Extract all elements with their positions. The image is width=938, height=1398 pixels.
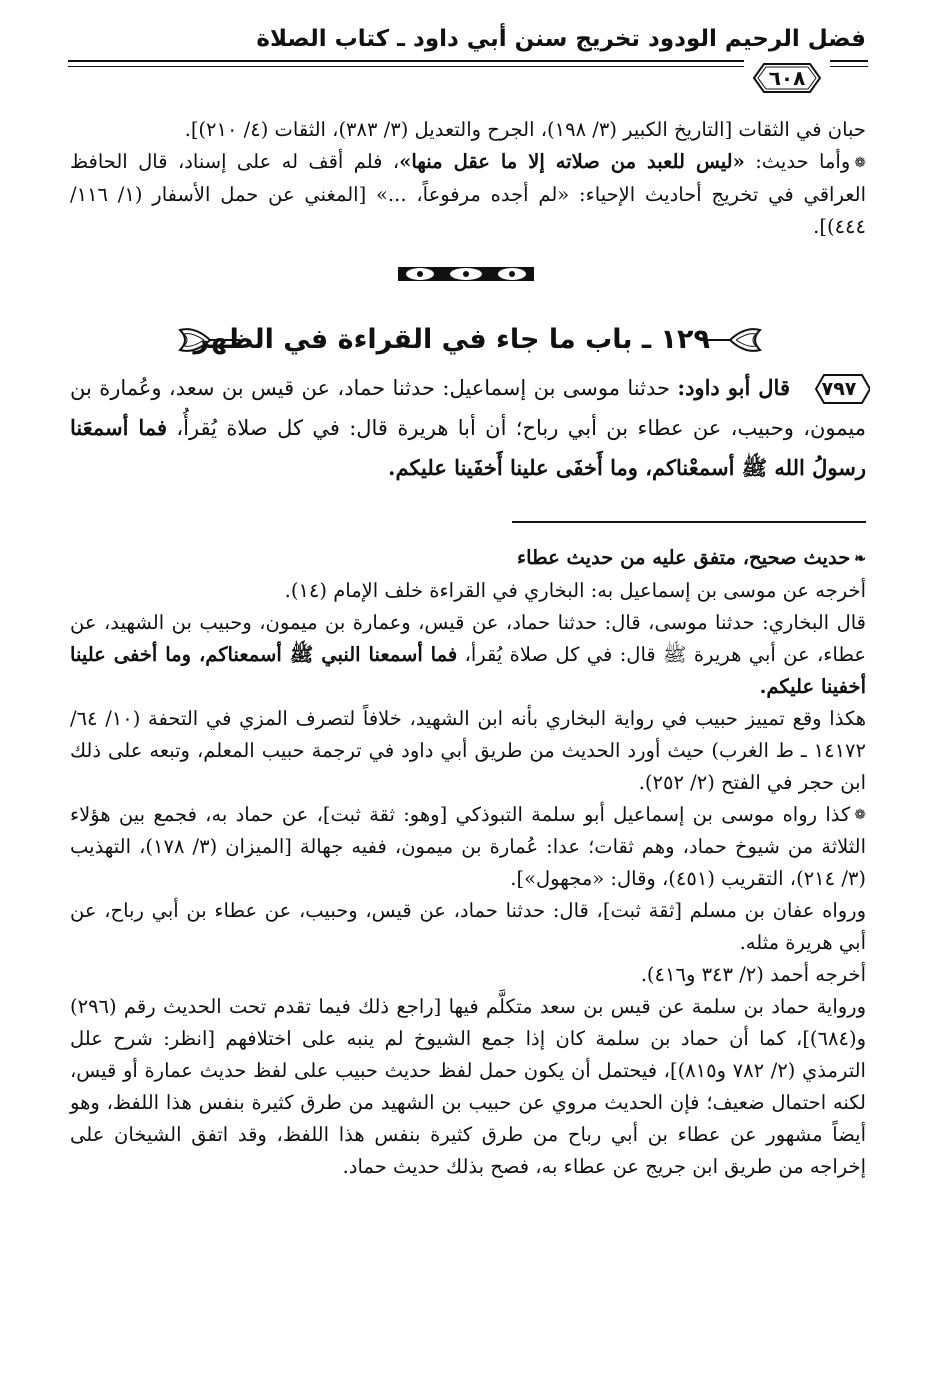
hadith-chain: حدثنا موسى بن إسماعيل: حدثنا حماد، عن قيس بن سعد، وعُمارة بن ميمون، وحبيب، عن عطاء بن أبي رباح؛ أن أبا هريرة قال: في كل صلاة يُقرأُ، — [70, 376, 866, 440]
tulip-bullet-icon: ❁ — [854, 154, 866, 171]
commentary-p4 — [70, 799, 866, 896]
note-line-1: حبان في الثقات [التاريخ الكبير (٣/ ١٩٨)، الجرح والتعديل (٣/ ٣٨٣)، الثقات (٤/ ٢١٠)]. — [184, 118, 866, 141]
ornament-right-icon — [700, 324, 770, 356]
note-text: قال الحافظ العراقي في تخريج أحاديث الإحياء: «لم أجده مرفوعاً، ...» [المغني عن حمل الأسفار (١/ ١١٦/ ٤٤٤)]. — [70, 150, 866, 238]
page-number-badge — [744, 61, 830, 95]
commentary-p4-text: كذا رواه موسى بن إسماعيل أبو سلمة التبوذكي [وهو: ثقة ثبت]، عن حماد به، فجمع بين هؤلاء الثلاثة من شيوخ حماد، وهم ثقات؛ عدا: عُمارة بن ميمون، ففيه جهالة [الميزان (٣/ ١٧٨)، التهذيب (٣/ ٢١٤)، التقريب (٤٥١)، وقال: «مجهول»]. — [70, 802, 866, 890]
footnote-separator — [512, 521, 866, 523]
chapter-title: ١٢٩ ـ باب ما جاء في القراءة في الظهر — [193, 324, 710, 355]
hadith-grade — [70, 542, 866, 575]
hadith-intro: قال أبو داود: — [677, 375, 790, 400]
commentary-p1: أخرجه عن موسى بن إسماعيل به: البخاري في القراءة خلف الإمام (١٤). — [284, 578, 866, 602]
tulip-bullet-icon: ❁ — [854, 807, 866, 823]
hadith-number: ٧٩٧ — [821, 378, 857, 400]
commentary-p2-bold: فما أسمعنا النبي ﷺ أسمعناكم، وما أخفى علينا أخفينا عليكم. — [70, 642, 866, 698]
commentary-p2 — [70, 607, 866, 703]
hadith-matn: فما أسمعَنا رسولُ الله ﷺ أسمعْناكم، وما أَخفَى علينا أَخفَينا عليكم. — [70, 415, 866, 480]
commentary-p6: أخرجه أحمد (٢/ ٣٤٣ و٤١٦). — [640, 963, 866, 986]
note-quote: «ليس للعبد من صلاته إلا ما عقل منها» — [399, 150, 745, 173]
note-line-2 — [70, 146, 866, 243]
note-text: ، فلم أقف له على إسناد، — [177, 150, 400, 173]
running-header: فضل الرحيم الودود تخريج سنن أبي داود ـ كتاب الصلاة — [256, 26, 866, 52]
book-marker-icon: ❧ — [854, 550, 866, 567]
decorative-divider-icon — [396, 263, 536, 285]
header-rule — [68, 60, 744, 62]
grade-text: حديث صحيح، متفق عليه من حديث عطاء — [516, 546, 851, 569]
commentary-p3: هكذا وقع تمييز حبيب في رواية البخاري بأنه ابن الشهيد، خلافاً لتصرف المزي في التحفة (١٠/ ٦٤/ ١٤١٧٢ ـ ط الغرب) حيث أورد الحديث من طريق أبي داود في ترجمة حبيب المعلم، وتبعه على ذلك ابن حجر في الفتح (٢/ ٢٥٢). — [70, 706, 866, 794]
note-paragraph — [70, 114, 866, 243]
header-rule-thin — [68, 66, 744, 67]
page-number: ٦٠٨ — [768, 66, 806, 90]
commentary-p7: ورواية حماد بن سلمة عن قيس بن سعد متكلَّم فيها [راجع ذلك فيما تقدم تحت الحديث رقم (٢٩٦) و(٦٨٤)]، كما أن حماد بن سلمة كان إذا جمع الشيوخ لم ينبه على اختلافهم [انظر: شرح علل الترمذي (٢/ ٧٨٢ و٨١٥)]، فيحتمل أن يكون حمل لفظ حديث حبيب على لفظ حديث عمارة أو قيس، لكنه احتمال ضعيف؛ فإن الحديث مروي عن حبيب بن الشهيد من طرق كثيرة بنفس هذا اللفظ، وهو أيضاً مشهور عن عطاء بن أبي رباح من طرق كثيرة بنفس هذا اللفظ، وقد اتفق الشيخان على إخراجه من طريق ابن جريج عن عطاء به، فصح بذلك حديث حماد. — [70, 995, 866, 1178]
commentary-p2-text: قال البخاري: حدثنا موسى، قال: حدثنا حماد، عن قيس، وعمارة بن ميمون، وحبيب بن الشهيد، عن عطاء، عن أبي هريرة ﷺ قال: في كل صلاة يُقرأ، — [70, 610, 866, 666]
note-text: وأما حديث: — [744, 150, 851, 173]
commentary-p5: ورواه عفان بن مسلم [ثقة ثبت]، قال: حدثنا حماد، عن قيس، وحبيب، عن عطاء بن أبي رباح، عن أبي هريرة مثله. — [70, 899, 866, 954]
hadith-text — [70, 368, 866, 488]
header-rule-right — [830, 60, 868, 62]
chapter-heading — [170, 316, 770, 364]
header-rule-right-thin — [830, 66, 868, 67]
commentary — [70, 542, 866, 1183]
